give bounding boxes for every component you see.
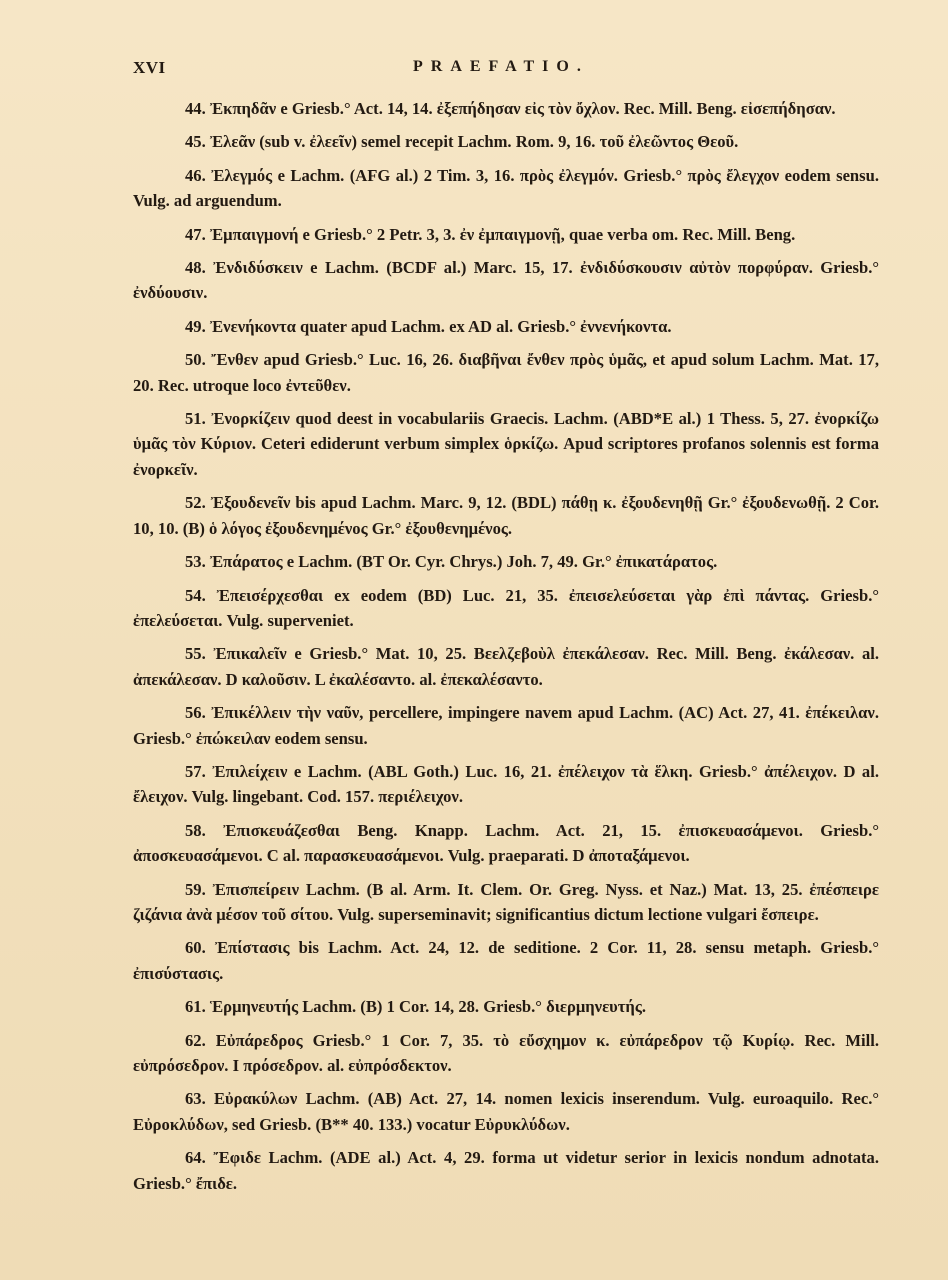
entry-63: 63. Εὐρακύλων Lachm. (AB) Act. 27, 14. nomen lexicis inserendum. Vulg. euroaquilo. Rec.° Εὐροκλύδων, sed Griesb. (B** 40. 133.) vocatur Εὐρυκλύδων. <box>133 1089 879 1134</box>
entry-51: 51. Ἐνορκίζειν quod deest in vocabulariis Graecis. Lachm. (ABD*E al.) 1 Thess. 5, 27. ἐνορκίζω ὑμᾶς τὸν Κύριον. Ceteri ediderunt verbum simplex ὁρκίζω. Apud scriptores profanos solennis est forma ἐνορκεῖν. <box>133 409 879 479</box>
entry-46: 46. Ἐλεγμός e Lachm. (AFG al.) 2 Tim. 3, 16. πρὸς ἐλεγμόν. Griesb.° πρὸς ἔλεγχον eodem sensu. Vulg. ad arguendum. <box>133 165 879 211</box>
entry-64: 64. Ἔφιδε Lachm. (ADE al.) Act. 4, 29. forma ut videtur serior in lexicis nondum adnotata. Griesb.° ἔπιδε. <box>133 1148 879 1193</box>
entry-55: 55. Ἐπικαλεῖν e Griesb.° Mat. 10, 25. Βεελζεβοὺλ ἐπεκάλεσαν. Rec. Mill. Beng. ἐκάλεσαν. al. ἀπεκάλεσαν. D καλοῦσιν. L ἐκαλέσαντο. al. ἐπεκαλέσαντο. <box>133 644 879 689</box>
entry-56: 56. Ἐπικέλλειν τὴν ναῦν, percellere, impingere navem apud Lachm. (AC) Act. 27, 41. ἐπέκειλαν. Griesb.° ἐπώκειλαν eodem sensu. <box>133 703 879 748</box>
entry-44: 44. Ἐκπηδᾶν e Griesb.° Act. 14, 14. ἐξεπήδησαν εἰς τὸν ὄχλον. Rec. Mill. Beng. εἰσεπήδησαν. <box>185 99 836 118</box>
lexicon-entries <box>133 96 879 1204</box>
entry-60: 60. Ἐπίστασις bis Lachm. Act. 24, 12. de seditione. 2 Cor. 11, 28. sensu metaph. Griesb.° ἐπισύστασις. <box>133 938 879 983</box>
page-number: XVI <box>133 58 166 77</box>
running-title: PRAEFATIO. <box>413 58 589 75</box>
entry-48: 48. Ἐνδιδύσκειν e Lachm. (BCDF al.) Marc. 15, 17. ἐνδιδύσκουσιν αὐτὸν πορφύραν. Griesb.° ἐνδύουσιν. <box>133 258 879 303</box>
entry-53: 53. Ἐπάρατος e Lachm. (BT Or. Cyr. Chrys.) Joh. 7, 49. Gr.° ἐπικατάρατος. <box>185 552 718 572</box>
entry-57: 57. Ἐπιλείχειν e Lachm. (ABL Goth.) Luc. 16, 21. ἐπέλειχον τὰ ἕλκη. Griesb.° ἀπέλειχον. D al. ἔλειχον. Vulg. lingebant. Cod. 157. περιέλειχον. <box>133 761 879 807</box>
entry-50: 50. Ἔνθεν apud Griesb.° Luc. 16, 26. διαβῆναι ἔνθεν πρὸς ὑμᾶς, et apud solum Lachm. Mat. 17, 20. Rec. utroque loco ἐντεῦθεν. <box>133 350 879 395</box>
entry-62: 62. Εὐπάρεδρος Griesb.° 1 Cor. 7, 35. τὸ εὔσχημον κ. εὐπάρεδρον τῷ Κυρίῳ. Rec. Mill. εὐπρόσεδρον. I πρόσεδρον. al. εὐπρόσδεκτον. <box>133 1030 879 1075</box>
entry-52: 52. Ἐξουδενεῖν bis apud Lachm. Marc. 9, 12. (BDL) πάθῃ κ. ἐξουδενηθῇ Gr.° ἐξουδενωθῇ. 2 Cor. 10, 10. (B) ὁ λόγος ἐξουδενημένος Gr.° ἐξουθενημένος. <box>133 493 879 538</box>
entry-58: 58. Ἐπισκευάζεσθαι Beng. Knapp. Lachm. Act. 21, 15. ἐπισκευασάμενοι. Griesb.° ἀποσκευασάμενοι. C al. παρασκευασάμενοι. Vulg. praeparati. D ἀποταξάμενοι. <box>133 820 879 866</box>
entry-49: 49. Ἐνενήκοντα quater apud Lachm. ex AD al. Griesb.° ἐννενήκοντα. <box>185 316 672 336</box>
entry-54: 54. Ἐπεισέρχεσθαι ex eodem (BD) Luc. 21, 35. ἐπεισελεύσεται γὰρ ἐπὶ πάντας. Griesb.° ἐπελεύσεται. Vulg. superveniet. <box>133 585 879 630</box>
entry-61: 61. Ἑρμηνευτής Lachm. (B) 1 Cor. 14, 28. Griesb.° διερμηνευτής. <box>185 997 646 1017</box>
entry-59: 59. Ἐπισπείρειν Lachm. (B al. Arm. It. Clem. Or. Greg. Nyss. et Naz.) Mat. 13, 25. ἐπέσπειρε ζιζάνια ἀνὰ μέσον τοῦ σίτου. Vulg. superseminavit; significantius dictum lectione vulgari ἔσπειρε. <box>133 879 879 924</box>
page-header <box>133 58 879 84</box>
entry-47: 47. Ἐμπαιγμονή e Griesb.° 2 Petr. 3, 3. ἐν ἐμπαιγμονῇ, quae verba om. Rec. Mill. Beng. <box>185 224 796 244</box>
entry-45: 45. Ἐλεᾶν (sub v. ἐλεεῖν) semel recepit Lachm. Rom. 9, 16. τοῦ ἐλεῶντος Θεοῦ. <box>185 132 739 152</box>
